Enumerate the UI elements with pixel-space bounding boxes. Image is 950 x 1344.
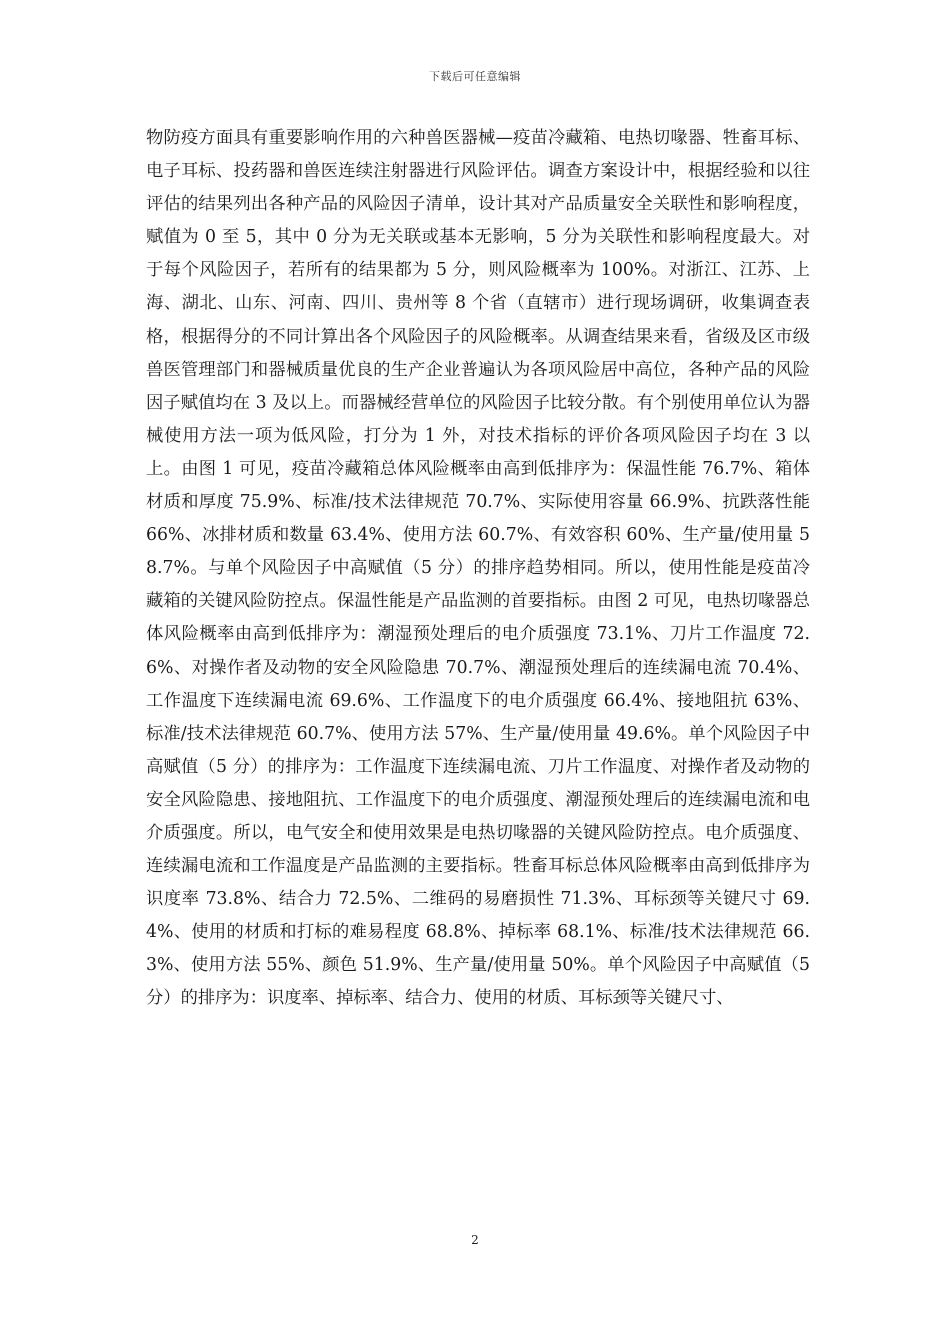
page-header: 下载后可任意编辑 bbox=[429, 70, 521, 83]
body-paragraph: 物防疫方面具有重要影响作用的六种兽医器械—疫苗冷藏箱、电热切喙器、牲畜耳标、电子耳标、投药器和兽医连续注射器进行风险评估。调查方案设计中，根据经验和以往评估的结果列出各种产品的风险因子清单，设计其对产品质量安全关联性和影响程度，赋值为 0 至 5，其中 0 分为无关联或基本无影响，5 分为关联性和影响程度最大。对于每个风险因子，若所有的结果都为 5 分，则风险概率为 100%。对浙江、江苏、上海、湖北、山东、河南、四川、贵州等 8 个省（直辖市）进行现场调研，收集调查表格，根据得分的不同计算出各个风险因子的风险概率。从调查结果来看，省级及区市级兽医管理部门和器械质量优良的生产企业普遍认为各项风险居中高位，各种产品的风险因子赋值均在 3 及以上。而器械经营单位的风险因子比较分散。有个别使用单位认为器械使用方法一项为低风险，打分为 1 外，对技术指标的评价各项风险因子均在 3 以上。由图 1 可见，疫苗冷藏箱总体风险概率由高到低排序为：保温性能 76.7%、箱体材质和厚度 75.9%、标准/技术法律规范 70.7%、实际使用容量 66.9%、抗跌落性能 66%、冰排材质和数量 63.4%、使用方法 60.7%、有效容积 60%、生产量/使用量 58.7%。与单个风险因子中高赋值（5 分）的排序趋势相同。所以，使用性能是疫苗冷藏箱的关键风险防控点。保温性能是产品监测的首要指标。由图 2 可见，电热切喙器总体风险概率由高到低排序为：潮湿预处理后的电介质强度 73.1%、刀片工作温度 72.6%、对操作者及动物的安全风险隐患 70.7%、潮湿预处理后的连续漏电流 70.4%、工作温度下连续漏电流 69.6%、工作温度下的电介质强度 66.4%、接地阻抗 63%、标准/技术法律规范 60.7%、使用方法 57%、生产量/使用量 49.6%。单个风险因子中高赋值（5 分）的排序为：工作温度下连续漏电流、刀片工作温度、对操作者及动物的安全风险隐患、接地阻抗、工作温度下的电介质强度、潮湿预处理后的连续漏电流和电介质强度。所以，电气安全和使用效果是电热切喙器的关键风险防控点。电介质强度、连续漏电流和工作温度是产品监测的主要指标。牲畜耳标总体风险概率由高到低排序为识度率 73.8%、结合力 72.5%、二维码的易磨损性 71.3%、耳标颈等关键尺寸 69.4%、使用的材质和打标的难易程度 68.8%、掉标率 68.1%、标准/技术法律规范 66.3%、使用方法 55%、颜色 51.9%、生产量/使用量 50%。单个风险因子中高赋值（5 分）的排序为：识度率、掉标率、结合力、使用的材质、耳标颈等关键尺寸、 bbox=[146, 128, 810, 1009]
page-number: 2 bbox=[471, 1233, 479, 1247]
